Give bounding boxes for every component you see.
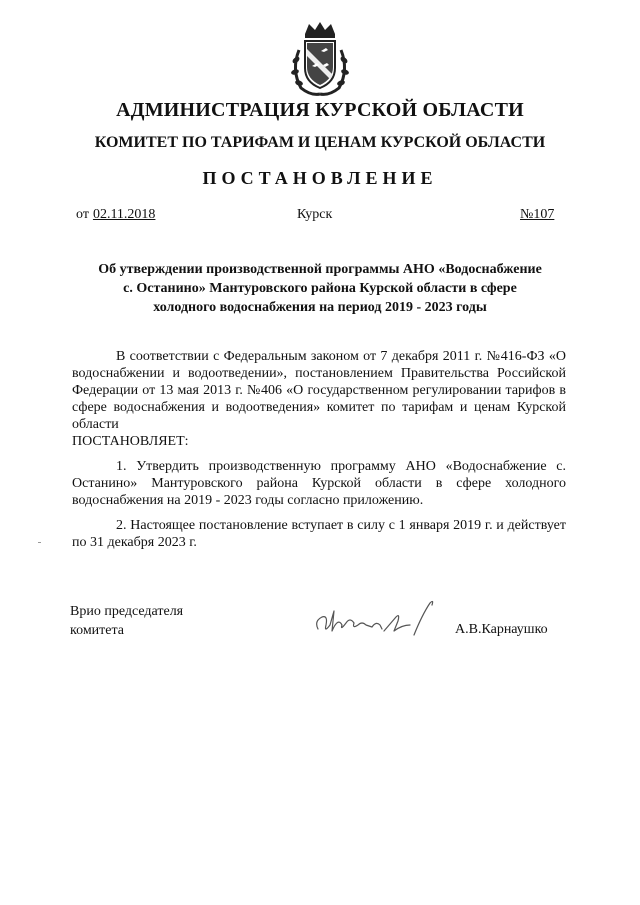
date-prefix: от [76, 207, 89, 222]
position-line: комитета [70, 623, 125, 638]
document-body [72, 348, 566, 551]
document-title [60, 260, 580, 317]
document-number: №107 [520, 207, 555, 222]
title-line: Об утверждении производственной программы АНО «Водоснабжение [98, 262, 542, 277]
document-date [76, 207, 155, 223]
title-line: с. Останино» Мантуровского района Курской области в сфере [123, 281, 517, 296]
signatory-position [70, 602, 183, 640]
item-2-paragraph: 2. Настоящее постановление вступает в силу с 1 января 2019 г. и действует по 31 декабря 2023 г. [72, 518, 566, 550]
date-value: 02.11.2018 [92, 207, 156, 222]
signatory-name: А.В.Карнаушко [455, 622, 548, 637]
document-city: Курск [297, 207, 333, 222]
title-line: холодного водоснабжения на период 2019 - 2023 годы [153, 300, 487, 315]
administration-heading: АДМИНИСТРАЦИЯ КУРСКОЙ ОБЛАСТИ [116, 99, 524, 121]
item-1-paragraph: 1. Утвердить производственную программу АНО «Водоснабжение с. Останино» Мантуровского района Курской области в сфере холодного водоснабжения на 2019 - 2023 годы согласно приложению. [72, 459, 566, 508]
committee-heading: КОМИТЕТ ПО ТАРИФАМ И ЦЕНАМ КУРСКОЙ ОБЛАСТИ [94, 134, 546, 151]
preamble-paragraph: В соответствии с Федеральным законом от 7 декабря 2011 г. №416-ФЗ «О водоснабжении и водоотведении», постановлением Правительства Российской Федерации от 13 мая 2013 г. №406 «О государственном регулировании тарифов в сфере водоснабжения и водоотведения» комитет по тарифам и ценам Курской области [72, 349, 566, 432]
position-line: Врио председателя [70, 604, 184, 619]
coat-of-arms-icon [285, 20, 355, 98]
margin-mark [38, 542, 41, 543]
handwritten-signature [310, 595, 440, 641]
document-type-heading: ПОСТАНОВЛЕНИЕ [202, 168, 438, 188]
resolves-line: ПОСТАНОВЛЯЕТ: [72, 434, 189, 449]
